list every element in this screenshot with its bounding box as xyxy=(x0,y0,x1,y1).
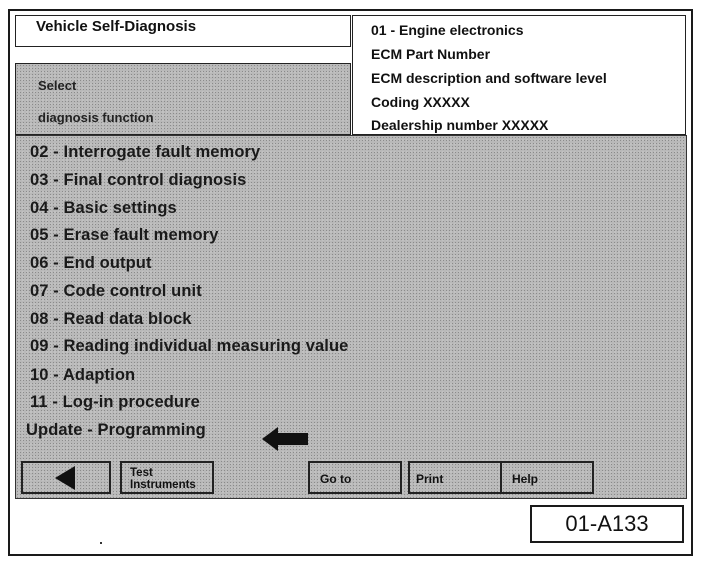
screen-title: Vehicle Self-Diagnosis xyxy=(15,15,351,47)
help-button[interactable]: Help xyxy=(500,461,594,494)
test-label: Test xyxy=(130,466,153,479)
left-triangle-icon xyxy=(53,465,77,491)
menu-item-log-in-procedure[interactable]: 11 - Log-in procedure xyxy=(30,393,200,411)
diagnosis-screen xyxy=(8,9,693,556)
control-unit-info-panel xyxy=(352,15,686,135)
ecm-description: ECM description and software level xyxy=(371,70,607,86)
menu-item-update-programming[interactable]: Update - Programming xyxy=(26,421,206,439)
select-function-panel xyxy=(15,63,351,135)
test-instruments-button[interactable] xyxy=(120,461,214,494)
menu-item-final-control-diagnosis[interactable]: 03 - Final control diagnosis xyxy=(30,171,247,189)
menu-item-basic-settings[interactable]: 04 - Basic settings xyxy=(30,199,177,217)
menu-item-interrogate-fault-memory[interactable]: 02 - Interrogate fault memory xyxy=(30,143,261,161)
menu-item-read-data-block[interactable]: 08 - Read data block xyxy=(30,310,192,328)
control-unit-name: 01 - Engine electronics xyxy=(371,22,524,38)
menu-item-end-output[interactable]: 06 - End output xyxy=(30,254,152,272)
menu-item-reading-measuring-value[interactable]: 09 - Reading individual measuring value xyxy=(30,337,349,355)
stray-mark xyxy=(100,542,102,544)
menu-item-adaption[interactable]: 10 - Adaption xyxy=(30,366,136,384)
figure-code-label: 01-A133 xyxy=(530,505,684,543)
ecm-part-number: ECM Part Number xyxy=(371,46,491,62)
dealership-number: Dealership number XXXXX xyxy=(371,117,549,133)
diagnosis-function-label: diagnosis function xyxy=(38,110,154,125)
coding-value: Coding XXXXX xyxy=(371,94,470,110)
print-button[interactable]: Print xyxy=(408,461,502,494)
instruments-label: Instruments xyxy=(130,478,196,491)
back-button[interactable] xyxy=(21,461,111,494)
select-label: Select xyxy=(38,78,77,93)
menu-item-code-control-unit[interactable]: 07 - Code control unit xyxy=(30,282,202,300)
left-arrow-icon xyxy=(262,427,310,451)
function-menu-panel xyxy=(15,135,687,499)
menu-item-erase-fault-memory[interactable]: 05 - Erase fault memory xyxy=(30,226,219,244)
go-to-button[interactable]: Go to xyxy=(308,461,402,494)
